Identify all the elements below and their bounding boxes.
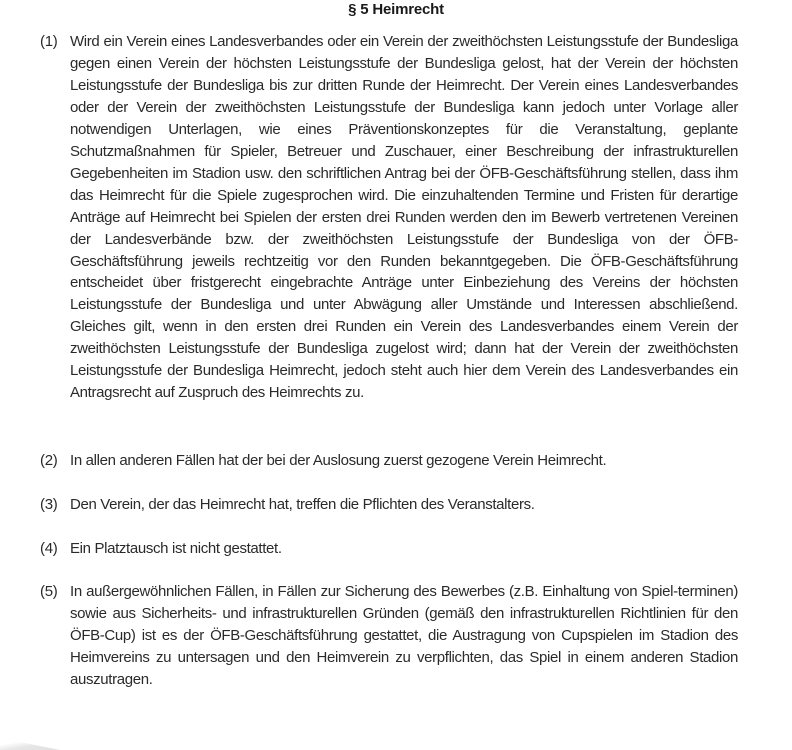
- paragraph-text: Ein Platztausch ist nicht gestattet.: [70, 540, 282, 557]
- paragraph-number: (2): [40, 452, 58, 469]
- paragraph-text: In allen anderen Fällen hat der bei der Auslosung zuerst gezogene Verein Heimrecht.: [70, 452, 607, 469]
- paragraph-number: (5): [40, 583, 58, 600]
- paragraph-3: [40, 494, 738, 516]
- paragraph-2: [40, 450, 738, 472]
- paragraph-text: Den Verein, der das Heimrecht hat, treffen die Pflichten des Veranstalters.: [70, 496, 535, 513]
- paragraph-5: [40, 581, 738, 691]
- paragraph-text: Wird ein Verein eines Landesverbandes oder ein Verein der zweithöchsten Leistungsstufe der Bundesliga gegen einen Verein der höchsten Leistungsstufe der Bundesliga gelost, hat der Verein der höchsten Leistungsstufe der Bundesliga bis zur dritten Runde der Heimrecht. Der Verein eines Landesverbandes oder der Verein der zweithöchsten Leistungsstufe der Bundesliga kann jedoch unter Vorlage aller notwendigen Unterlagen, wie eines Präventionskonzeptes für die Veranstaltung, geplante Schutzmaßnahmen für Spieler, Betreuer und Zuschauer, einer Beschreibung der infrastrukturellen Gegebenheiten im Stadion usw. den schriftlichen Antrag bei der ÖFB-Geschäftsführung stellen, dass ihm das Heimrecht für die Spiele zugesprochen wird. Die einzuhaltenden Termine und Fristen für derartige Anträge auf Heimrecht bei Spielen der ersten drei Runden werden den im Bewerb vertretenen Vereinen der Landesverbände bzw. der zweithöchsten Leistungsstufe der Bundesliga von der ÖFB-Geschäftsführung jeweils rechtzeitig vor den Runden bekanntgegeben. Die ÖFB-Geschäftsführung entscheidet über fristgerecht eingebrachte Anträge unter Einbeziehung des Vereins der höchsten Leistungsstufe der Bundesliga und unter Abwägung aller Umstände und Interessen abschließend. Gleiches gilt, wenn in den ersten drei Runden ein Verein des Landesverbandes einem Verein der zweithöchsten Leistungsstufe der Bundesliga zugelost wird; dann hat der Verein der zweithöchsten Leistungsstufe der Bundesliga Heimrecht, jedoch steht auch hier dem Verein des Landesverbandes ein Antragsrecht auf Zuspruch des Heimrechts zu.: [70, 33, 738, 402]
- paragraph-4: [40, 538, 738, 560]
- paragraph-number: (3): [40, 496, 58, 513]
- page-curl-shadow: [0, 738, 60, 750]
- paragraph-text: In außergewöhnlichen Fällen, in Fällen zur Sicherung des Bewerbes (z.B. Einhaltung von Spiel-terminen) sowie aus Sicherheits- und infrastrukturellen Gründen (gemäß den infrastrukturellen Richtlinien für den ÖFB-Cup) ist es der ÖFB-Geschäftsführung gestattet, die Austragung von Cupspielen im Stadion des Heimvereins zu untersagen und den Heimverein zu verpflichten, das Spiel in einem anderen Stadion auszutragen.: [70, 583, 738, 688]
- paragraph-number: (1): [40, 33, 58, 50]
- section-title: § 5 Heimrecht: [348, 1, 444, 18]
- paragraph-1: [40, 31, 738, 404]
- paragraph-number: (4): [40, 540, 58, 557]
